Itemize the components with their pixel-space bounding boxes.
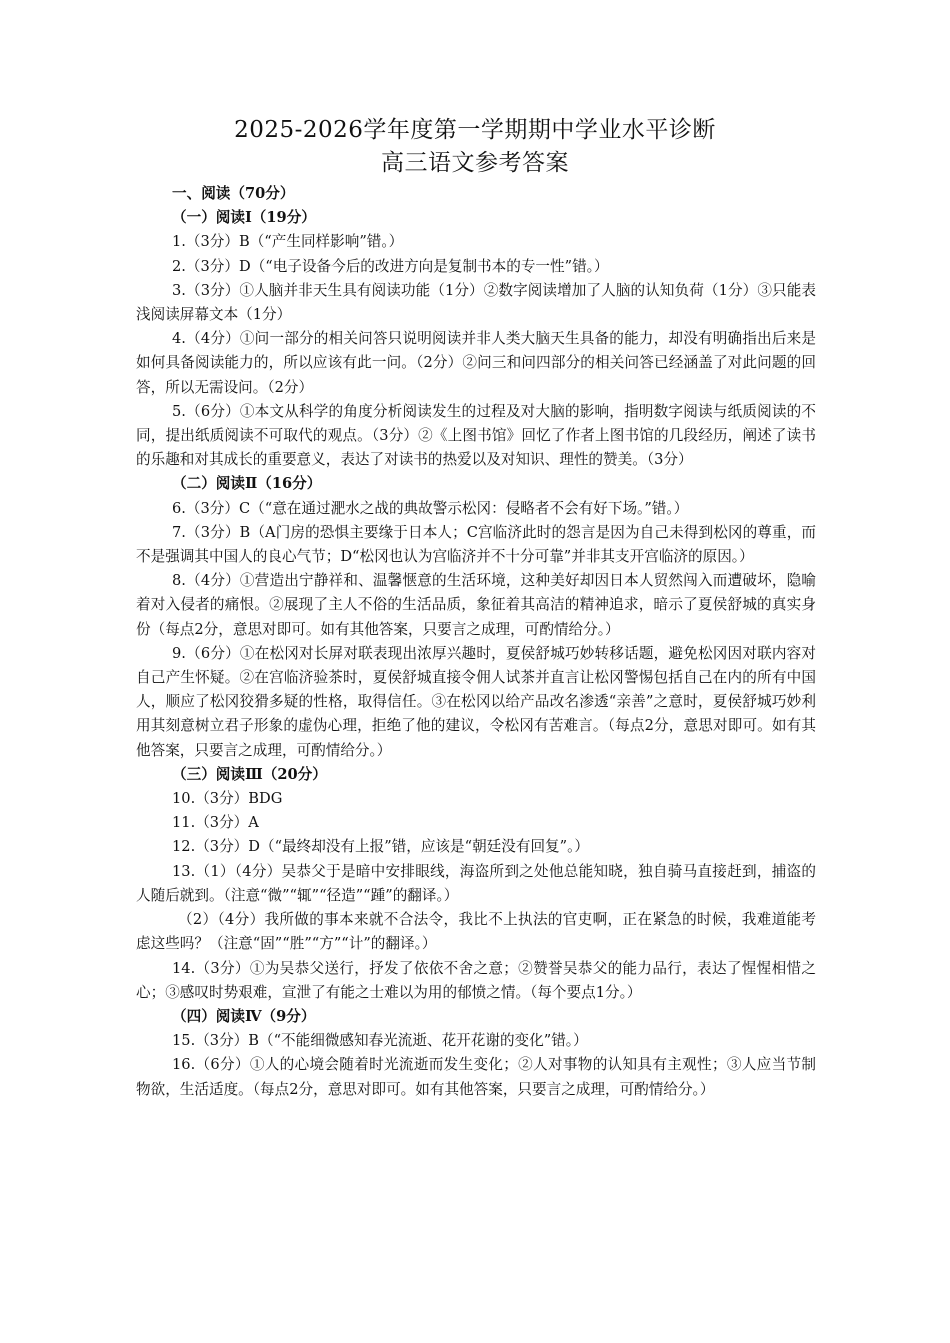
answer-q14: 14.（3分）①为吴恭父送行，抒发了依依不舍之意；②赞誉吴恭父的能力品行，表达了惺惺相惜之心；③感叹时势艰难，宣泄了有能之士难以为用的郁愤之情。（每个要点1分。）	[136, 959, 816, 1001]
answer-q11: 11.（3分）A	[172, 814, 259, 832]
subsection-heading-reading-4: （四）阅读Ⅳ（9分）	[172, 1007, 316, 1025]
subsection-heading-reading-1: （一）阅读Ⅰ（19分）	[172, 209, 316, 227]
answer-content	[136, 182, 816, 1102]
answer-q7: 7.（3分）B（A门房的恐惧主要缘于日本人；C宫临济此时的怨言是因为自己未得到松冈的尊重，而不是强调其中国人的良心气节；D“松冈也认为宫临济并不十分可靠”并非其支开宫临济的原因。）	[136, 523, 816, 566]
answer-q4: 4.（4分）①问一部分的相关问答只说明阅读并非人类大脑天生具备的能力，却没有明确指出后来是如何具备阅读能力的，所以应该有此一问。（2分）②问三和问四部分的相关问答已经涵盖了对此问题的回答，所以无需设问。（2分）	[136, 330, 816, 396]
answer-q13-part1: 13.（1）（4分）吴恭父于是暗中安排眼线，海盗所到之处他总能知晓，独自骑马直接赶到，捕盗的人随后就到。（注意“微”“辄”“径造”“踵”的翻译。）	[136, 862, 816, 904]
answer-q12: 12.（3分）D（“最终却没有上报”错，应该是“朝廷没有回复”。）	[172, 838, 589, 856]
answer-q13-part2: （2）（4分）我所做的事本来就不合法令，我比不上执法的官吏啊，正在紧急的时候，我难道能考虑这些吗？（注意“固”“胜”“方”“计”的翻译。）	[136, 911, 816, 953]
answer-q9: 9.（6分）①在松冈对长屏对联表现出浓厚兴趣时，夏侯舒城巧妙转移话题，避免松冈因对联内容对自己产生怀疑。②在宫临济验茶时，夏侯舒城直接令佣人试茶并直言让松冈警惕包括自己在内的所有中国人，顺应了松冈狡猾多疑的性格，取得信任。③在松冈以给产品改名渗透“亲善”之意时，夏侯舒城巧妙利用其刻意树立君子形象的虚伪心理，拒绝了他的建议，令松冈有苦难言。（每点2分，意思对即可。如有其他答案，只要言之成理，可酌情给分。）	[136, 644, 816, 759]
answer-q16: 16.（6分）①人的心境会随着时光流逝而发生变化；②人对事物的认知具有主观性；③人应当节制物欲，生活适度。（每点2分，意思对即可。如有其他答案，只要言之成理，可酌情给分。）	[136, 1056, 816, 1098]
answer-q5: 5.（6分）①本文从科学的角度分析阅读发生的过程及对大脑的影响，指明数字阅读与纸质阅读的不同，提出纸质阅读不可取代的观点。（3分）②《上图书馆》回忆了作者上图书馆的几段经历，阐述了读书的乐趣和对其成长的重要意义，表达了对读书的热爱以及对知识、理性的赞美。（3分）	[136, 402, 816, 469]
answer-q6: 6.（3分）C（“意在通过淝水之战的典故警示松冈：侵略者不会有好下场。”错。）	[172, 499, 689, 517]
answer-q8: 8.（4分）①营造出宁静祥和、温馨惬意的生活环境，这种美好却因日本人贸然闯入而遭破坏，隐喻着对入侵者的痛恨。②展现了主人不俗的生活品质，象征着其高洁的精神追求，暗示了夏侯舒城的真实身份（每点2分，意思对即可。如有其他答案，只要言之成理，可酌情给分。）	[136, 572, 816, 638]
answer-q1: 1.（3分）B（“产生同样影响”错。）	[172, 233, 404, 251]
document-subtitle: 高三语文参考答案	[381, 150, 569, 176]
subsection-heading-reading-3: （三）阅读Ⅲ（20分）	[172, 765, 327, 783]
section-heading-reading: 一、阅读（70分）	[172, 185, 295, 202]
answer-q2: 2.（3分）D（“电子设备今后的改进方向是复制书本的专一性”错。）	[172, 257, 609, 275]
answer-q15: 15.（3分）B（“不能细微感知春光流逝、花开花谢的变化”错。）	[172, 1032, 588, 1050]
answer-q3: 3.（3分）①人脑并非天生具有阅读功能（1分）②数字阅读增加了人脑的认知负荷（1分）③只能表浅阅读屏幕文本（1分）	[136, 281, 816, 324]
subsection-heading-reading-2: （二）阅读Ⅱ（16分）	[172, 475, 322, 493]
document-title: 2025-2026学年度第一学期期中学业水平诊断	[234, 117, 716, 143]
answer-q10: 10.（3分）BDG	[172, 790, 283, 808]
